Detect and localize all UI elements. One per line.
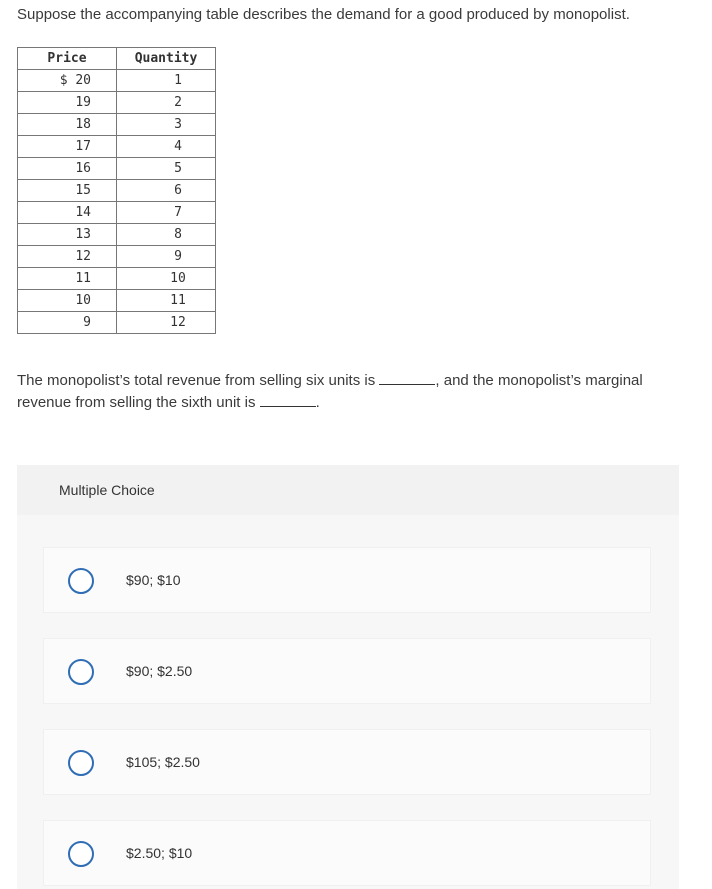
quantity-cell: 4	[117, 136, 216, 158]
price-cell: 10	[18, 290, 117, 312]
choice-option[interactable]	[43, 729, 651, 795]
price-cell: 17	[18, 136, 117, 158]
quantity-cell: 1	[117, 70, 216, 92]
question-text	[17, 370, 682, 414]
choice-label: $2.50; $10	[126, 845, 193, 861]
quantity-column-header: Quantity	[117, 48, 216, 70]
table-row	[18, 70, 216, 92]
price-cell: 15	[18, 180, 117, 202]
table-row	[18, 224, 216, 246]
table-row	[18, 268, 216, 290]
choice-label: $90; $2.50	[126, 663, 193, 679]
quantity-cell: 11	[117, 290, 216, 312]
price-cell: 16	[18, 158, 117, 180]
quantity-cell: 8	[117, 224, 216, 246]
table-row	[18, 312, 216, 334]
table-row	[18, 180, 216, 202]
answer-blank-1	[379, 370, 435, 385]
quantity-cell: 5	[117, 158, 216, 180]
multiple-choice-label: Multiple Choice	[59, 482, 155, 498]
table-row	[18, 114, 216, 136]
price-cell: 14	[18, 202, 117, 224]
demand-table	[17, 47, 216, 334]
quantity-cell: 10	[117, 268, 216, 290]
question-prompt: Suppose the accompanying table describes the demand for a good produced by monopolist.	[17, 6, 630, 23]
table-row	[18, 246, 216, 268]
table-row	[18, 202, 216, 224]
table-row	[18, 158, 216, 180]
choice-option[interactable]	[43, 638, 651, 704]
radio-button-icon[interactable]	[68, 750, 94, 776]
radio-button-icon[interactable]	[68, 568, 94, 594]
choice-option[interactable]	[43, 820, 651, 886]
quantity-cell: 9	[117, 246, 216, 268]
table-row	[18, 92, 216, 114]
table-row	[18, 290, 216, 312]
table-row	[18, 136, 216, 158]
question-part-2: , and the monopolist’s marginal revenue from selling the sixth unit is	[17, 372, 643, 411]
price-cell: 9	[18, 312, 117, 334]
price-column-header: Price	[18, 48, 117, 70]
choice-label: $105; $2.50	[126, 754, 200, 770]
choices-list	[17, 515, 679, 889]
price-cell: 12	[18, 246, 117, 268]
price-cell: 18	[18, 114, 117, 136]
quantity-cell: 3	[117, 114, 216, 136]
radio-button-icon[interactable]	[68, 659, 94, 685]
quantity-cell: 2	[117, 92, 216, 114]
quantity-cell: 12	[117, 312, 216, 334]
question-part-1: The monopolist’s total revenue from selling six units is	[17, 372, 380, 389]
answer-blank-2	[260, 392, 316, 407]
price-cell: 11	[18, 268, 117, 290]
quantity-cell: 7	[117, 202, 216, 224]
quantity-cell: 6	[117, 180, 216, 202]
multiple-choice-header	[17, 465, 679, 515]
table-header-row	[18, 48, 216, 70]
radio-button-icon[interactable]	[68, 841, 94, 867]
price-cell: 13	[18, 224, 117, 246]
price-cell: $ 20	[18, 70, 117, 92]
choice-label: $90; $10	[126, 572, 181, 588]
question-part-3: .	[315, 394, 320, 411]
choice-option[interactable]	[43, 547, 651, 613]
price-cell: 19	[18, 92, 117, 114]
